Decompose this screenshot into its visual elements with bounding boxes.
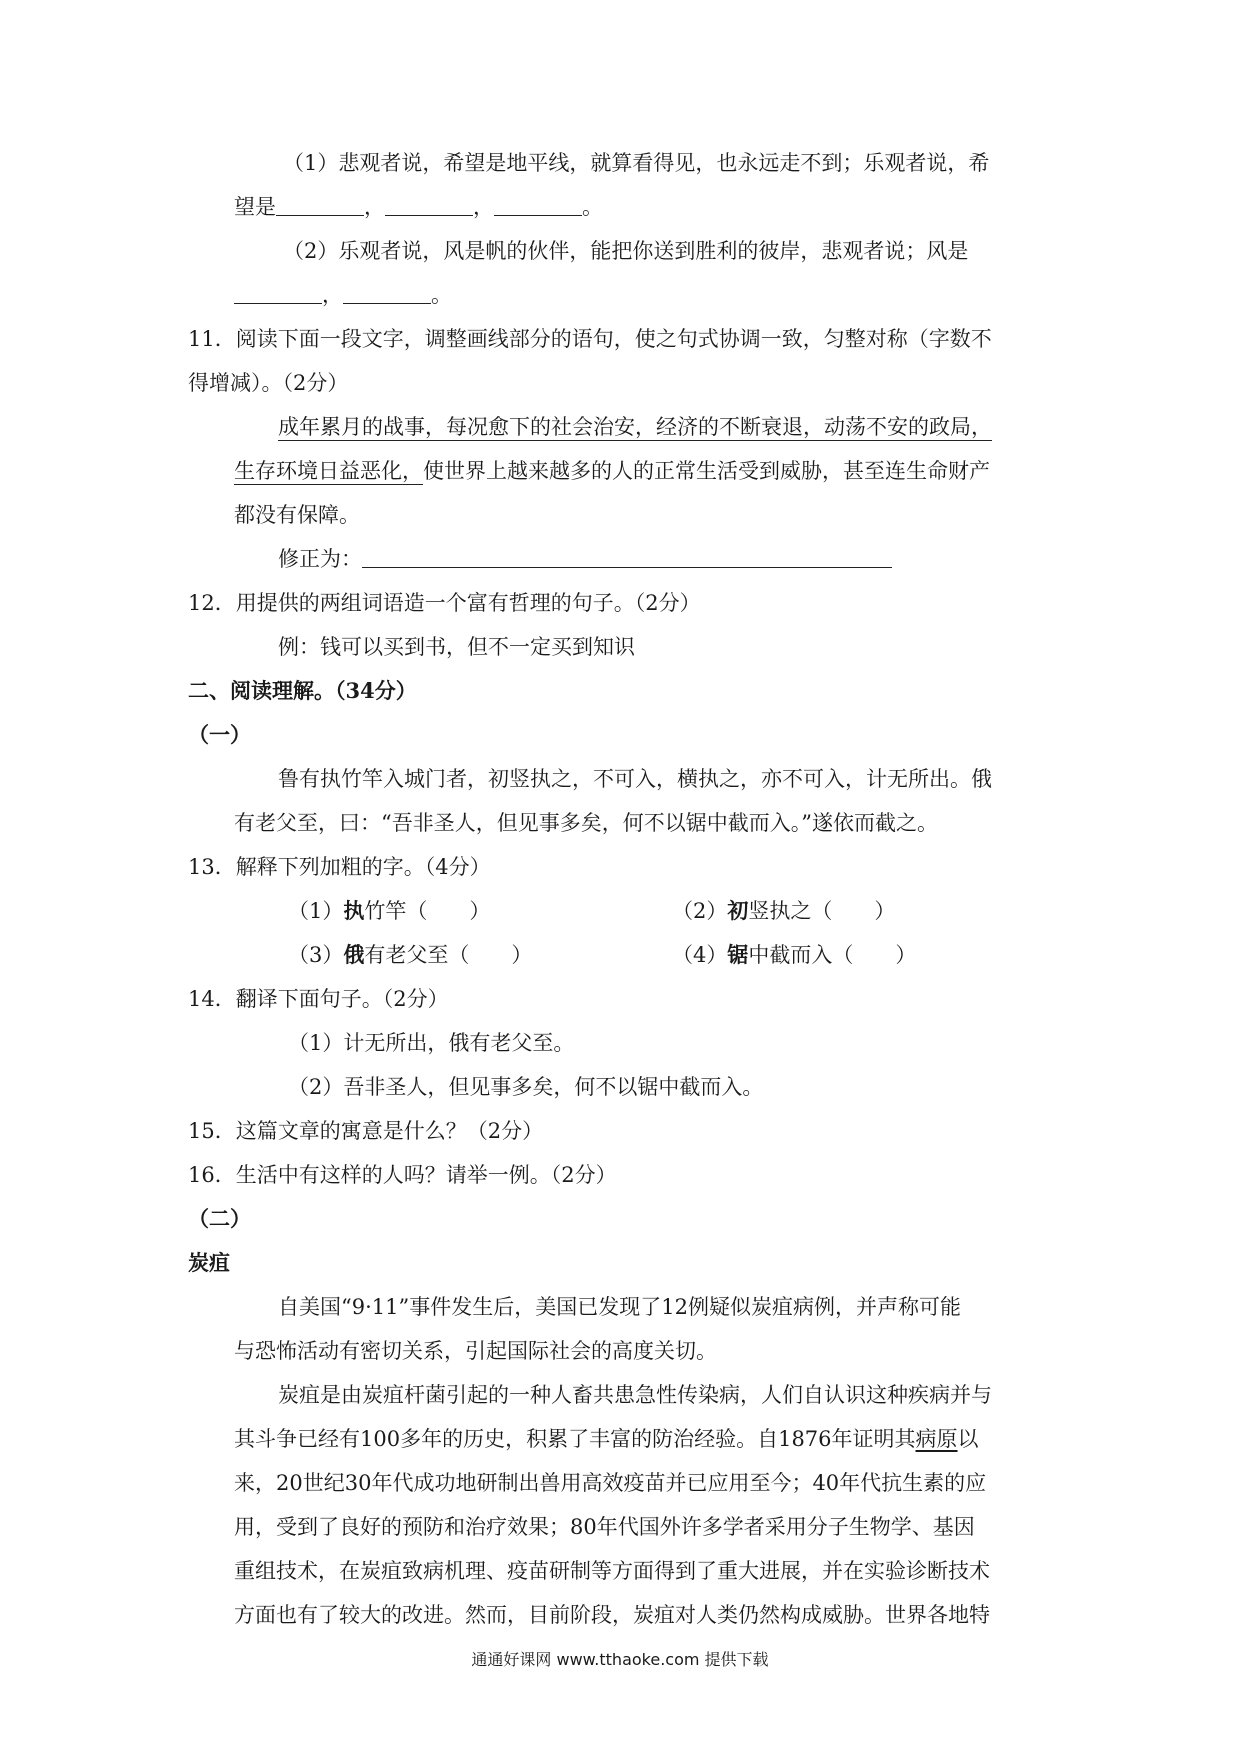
q14-sentence-1: （1）计无所出，俄有老父至。 <box>288 1031 575 1055</box>
q13-item-1 <box>288 896 490 926</box>
q14-sentence-2: （2）吾非圣人，但见事多矣，何不以锯中截而入。 <box>288 1075 764 1099</box>
part1-label: （一） <box>188 722 251 747</box>
underlined-word: 病原 <box>915 1427 958 1451</box>
answer-blank[interactable] <box>276 195 364 216</box>
item-text: 中截而入（ ） <box>748 943 917 967</box>
item-text: 有老父至（ ） <box>364 943 533 967</box>
separator: ， <box>364 195 385 219</box>
q13-line1: 13．解释下列加粗的字。（4分） <box>188 855 491 879</box>
article-p1-line2: 与恐怖活动有密切关系，引起国际社会的高度关切。 <box>234 1339 717 1363</box>
bold-char: 俄 <box>343 942 365 967</box>
q13-item-2 <box>672 896 895 926</box>
bold-char: 初 <box>727 898 749 923</box>
q11-line1: 11．阅读下面一段文字，调整画线部分的语句，使之句式协调一致，匀整对称（字数不 <box>188 327 992 351</box>
q14-line1: 14．翻译下面句子。（2分） <box>188 987 449 1011</box>
q10-p2-line1: （2）乐观者说，风是帆的伙伴，能把你送到胜利的彼岸，悲观者说；风是 <box>283 239 969 263</box>
q10-p1-prefix: 望是 <box>234 195 276 219</box>
passage-text: 以 <box>957 1427 979 1451</box>
separator: ， <box>322 283 343 307</box>
bold-char: 执 <box>343 898 365 923</box>
q10-p1-line2 <box>234 192 603 222</box>
q13-item-3 <box>288 940 532 970</box>
article-p2-line1: 炭疽是由炭疽杆菌引起的一种人畜共患急性传染病，人们自认识这种疾病并与 <box>278 1383 992 1407</box>
page-footer: 通通好课网 www.tthaoke.com 提供下载 <box>471 1650 769 1669</box>
part1-passage-line1: 鲁有执竹竿入城门者，初竖执之，不可入，横执之，亦不可入，计无所出。俄 <box>278 767 992 791</box>
part1-passage-line2: 有老父至，曰：“吾非圣人，但见事多矣，何不以锯中截而入。”遂依而截之。 <box>234 811 938 835</box>
q13-item-4 <box>672 940 916 970</box>
item-number: （3） <box>288 943 344 967</box>
q12-example: 例：钱可以买到书，但不一定买到知识 <box>278 635 635 659</box>
article-title: 炭疽 <box>188 1250 230 1275</box>
article-p2-line4: 用，受到了良好的预防和治疗效果；80年代国外许多学者采用分子生物学、基因 <box>234 1515 975 1539</box>
article-p1-line1: 自美国“9·11”事件发生后，美国已发现了12例疑似炭疽病例，并声称可能 <box>278 1295 961 1319</box>
q11-passage-line1 <box>278 412 992 442</box>
q10-p2-line2 <box>234 280 452 310</box>
item-number: （1） <box>288 899 344 923</box>
article-p2-line3: 来，20世纪30年代成功地研制出兽用高效疫苗并已应用至今；40年代抗生素的应 <box>234 1471 987 1495</box>
item-text: 竖执之（ ） <box>748 899 896 923</box>
q12-line1: 12．用提供的两组词语造一个富有哲理的句子。（2分） <box>188 591 701 615</box>
article-p2-line5: 重组技术，在炭疽致病机理、疫苗研制等方面得到了重大进展，并在实验诊断技术 <box>234 1559 990 1583</box>
bold-char: 锯 <box>727 942 749 967</box>
answer-blank[interactable] <box>234 283 322 304</box>
period: 。 <box>431 283 452 307</box>
separator: ， <box>473 195 494 219</box>
q11-line2: 得增减）。（2分） <box>188 371 349 395</box>
q10-p1-line1: （1）悲观者说，希望是地平线，就算看得见，也永远走不到；乐观者说，希 <box>283 151 990 175</box>
period: 。 <box>582 195 603 219</box>
q11-passage-line2 <box>234 456 990 486</box>
q16-line1: 16．生活中有这样的人吗？请举一例。（2分） <box>188 1163 617 1187</box>
item-text: 竹竿（ ） <box>364 899 491 923</box>
answer-blank[interactable] <box>385 195 473 216</box>
q15-line1: 15．这篇文章的寓意是什么？（2分） <box>188 1119 544 1143</box>
item-number: （2） <box>672 899 728 923</box>
article-p2-line2 <box>234 1424 979 1454</box>
answer-blank[interactable] <box>362 547 892 568</box>
part2-label: （二） <box>188 1206 251 1231</box>
underlined-passage: 生存环境日益恶化， <box>234 459 423 483</box>
fix-label: 修正为： <box>278 547 362 571</box>
passage-text: 其斗争已经有100多年的历史，积累了丰富的防治经验。自1876年证明其 <box>234 1427 916 1451</box>
q11-passage-line3: 都没有保障。 <box>234 503 360 527</box>
item-number: （4） <box>672 943 728 967</box>
answer-blank[interactable] <box>343 283 431 304</box>
section2-heading: 二、阅读理解。（34分） <box>188 678 417 703</box>
underlined-passage: 成年累月的战事，每况愈下的社会治安，经济的不断衰退，动荡不安的政局， <box>278 415 992 439</box>
article-p2-line6: 方面也有了较大的改进。然而，目前阶段，炭疽对人类仍然构成威胁。世界各地特 <box>234 1603 990 1627</box>
q11-fix-line <box>278 544 892 574</box>
passage-text: 使世界上越来越多的人的正常生活受到威胁，甚至连生命财产 <box>423 459 990 483</box>
answer-blank[interactable] <box>494 195 582 216</box>
